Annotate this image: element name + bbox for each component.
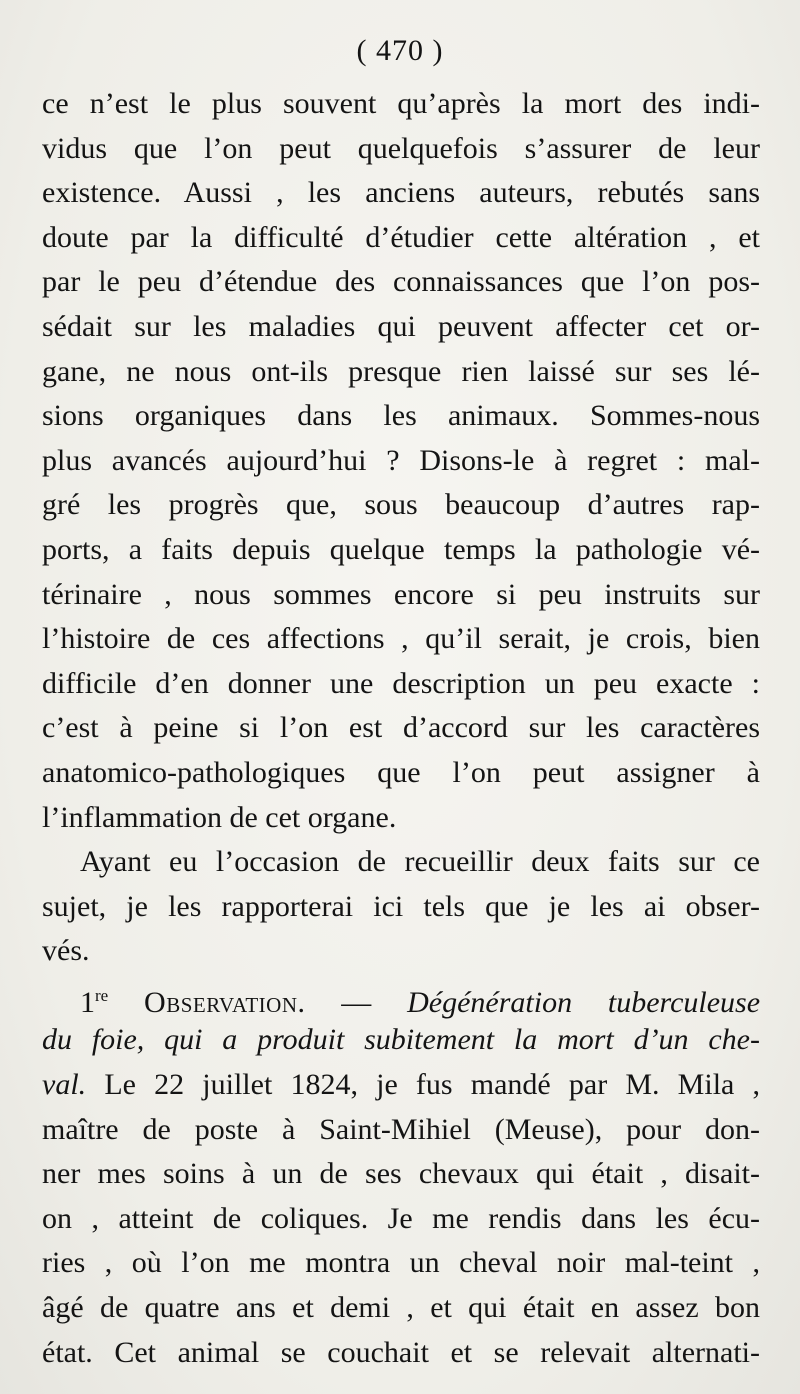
text-line: Ayant eu l’occasion de recueillir deux faits sur ce (80, 845, 760, 879)
observation-title: Dégénération tuberculeuse (407, 985, 761, 1019)
text-line: vidus que l’on peut quelquefois s’assurer de leur (42, 131, 760, 165)
observation-label: Observation. (144, 985, 306, 1019)
text-line: l’inflammation de cet organe. (42, 800, 397, 834)
observation-number: 1 (80, 985, 95, 1019)
page-number: ( 470 ) (356, 34, 444, 67)
observation-number-suffix: re (95, 985, 109, 1005)
observation-title-end: val. (42, 1068, 87, 1102)
text-line: c’est à peine si l’on est d’accord sur les caractères (42, 711, 760, 745)
text-line: maître de poste à Saint-Mihiel (Meuse), pour don- (42, 1112, 760, 1146)
text-line: difficile d’en donner une description un peu exacte : (42, 666, 760, 700)
text-line: anatomico-pathologiques que l’on peut assigner à (42, 755, 760, 789)
text-line: ce n’est le plus souvent qu’après la mort des indi- (42, 87, 760, 120)
text-line: on , atteint de coliques. Je me rendis dans les écu- (42, 1201, 760, 1235)
text-line: doute par la difficulté d’étudier cette altération , et (42, 220, 760, 254)
text-line: l’histoire de ces affections , qu’il serait, je crois, bien (42, 622, 760, 656)
text-line: sions organiques dans les animaux. Sommes-nous (42, 399, 760, 433)
text-line (42, 1063, 760, 1108)
text-line: ports, a faits depuis quelque temps la pathologie vé- (42, 532, 760, 566)
text-line: gré les progrès que, sous beaucoup d’autres rap- (42, 488, 760, 522)
text-line: état. Cet animal se couchait et se relevait alternati- (42, 1335, 760, 1369)
text-line: térinaire , nous sommes encore si peu instruits sur (42, 577, 760, 611)
text-line: sédait sur les maladies qui peuvent affecter cet or- (42, 309, 760, 343)
text-line: âgé de quatre ans et demi , et qui était en assez bon (42, 1291, 760, 1325)
observation-heading-line (42, 974, 760, 1019)
text-line: sujet, je les rapporterai ici tels que je les ai obser- (42, 889, 760, 923)
text-line: ner mes soins à un de ses chevaux qui était , disait- (42, 1157, 760, 1191)
text-line: existence. Aussi , les anciens auteurs, rebutés sans (42, 176, 760, 210)
body-text (42, 82, 760, 1375)
text-line: vés. (42, 934, 90, 968)
observation-dash: — (341, 985, 372, 1019)
text-line: ries , où l’on me montra un cheval noir mal-teint , (42, 1246, 760, 1280)
text-line: gane, ne nous ont-ils presque rien laissé sur ses lé- (42, 354, 760, 388)
text-line: par le peu d’étendue des connaissances que l’on pos- (42, 265, 760, 299)
observation-title-line (42, 1018, 760, 1063)
observation-text-start: Le 22 juillet 1824, je fus mandé par M. Mila , (104, 1068, 761, 1102)
observation-title-continued: du foie, qui a produit subitement la mort d’un che- (42, 1023, 760, 1057)
text-line: plus avancés aujourd’hui ? Disons-le à regret : mal- (42, 443, 760, 477)
